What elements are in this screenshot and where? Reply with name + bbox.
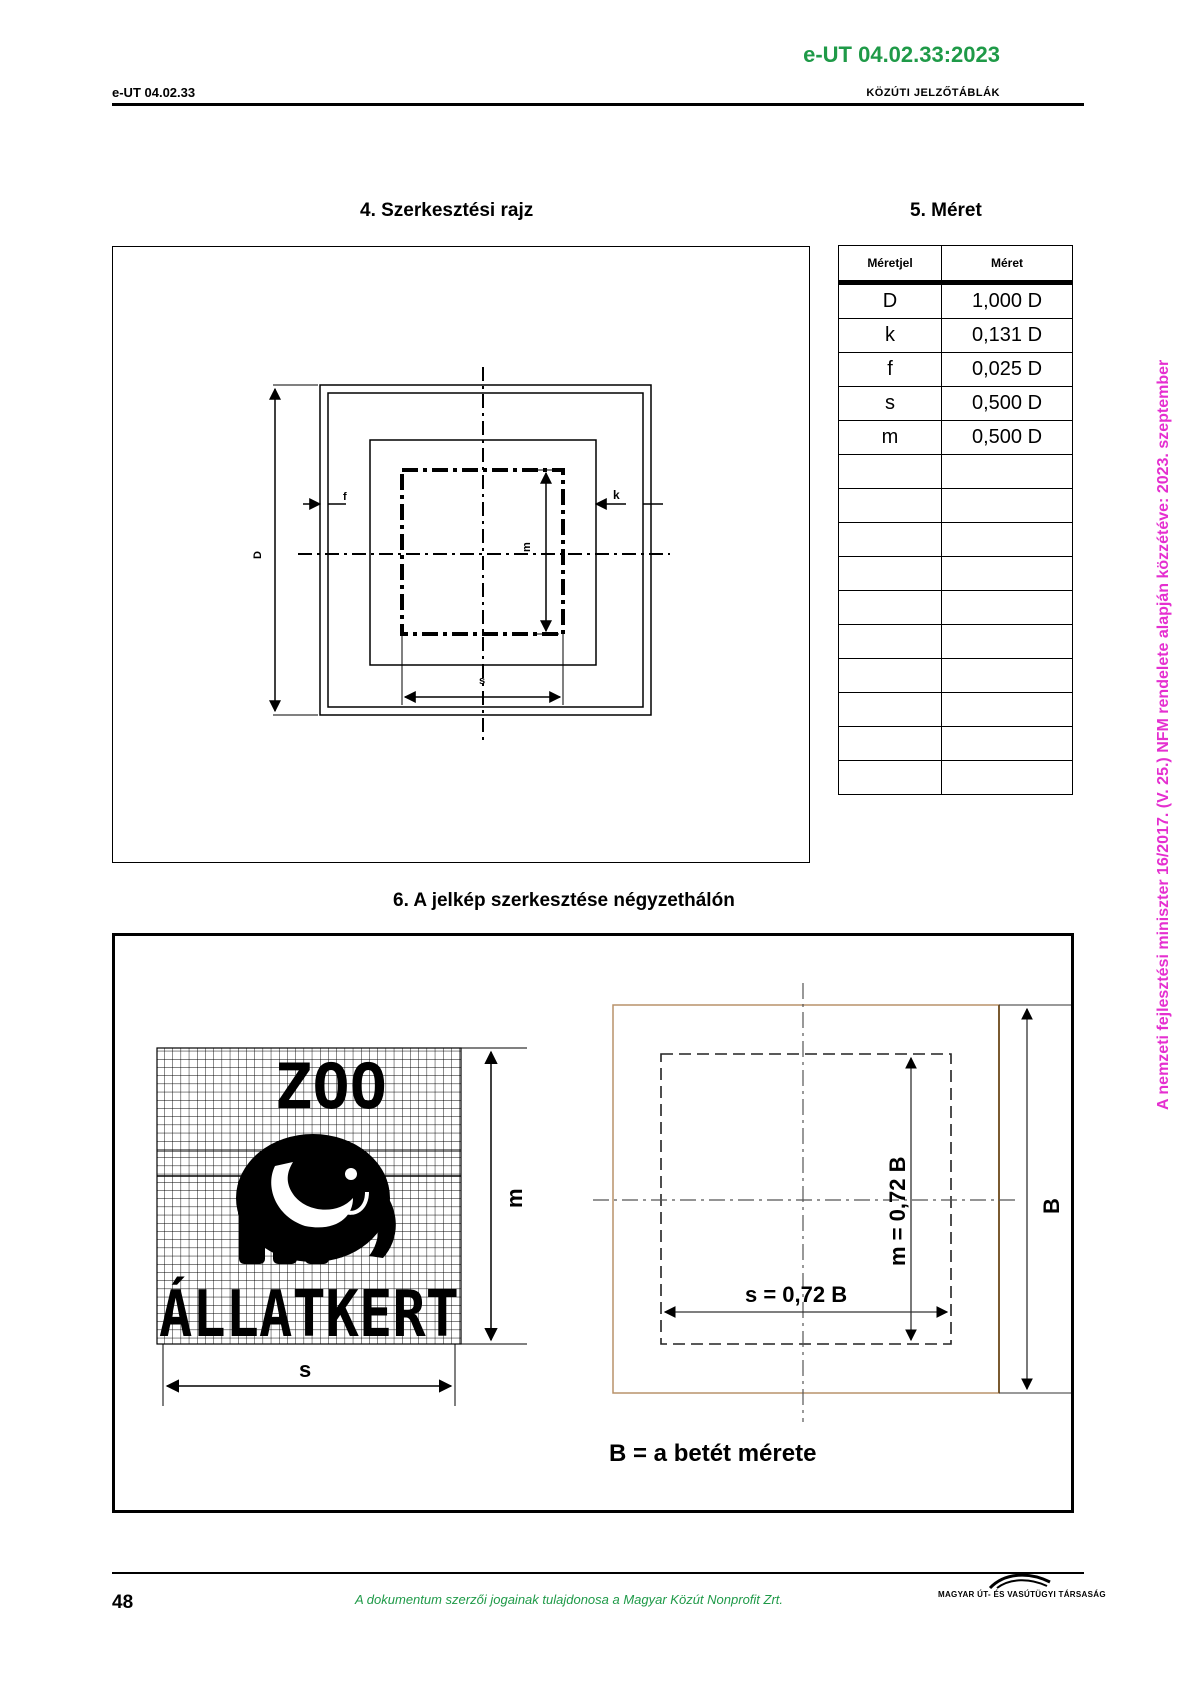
elephant-eye-icon xyxy=(345,1168,357,1180)
grid-construction xyxy=(115,936,1071,1510)
table-cell-symbol xyxy=(839,693,942,727)
label-s: s xyxy=(479,675,486,687)
label-k: k xyxy=(613,488,620,502)
col-size-header: Méret xyxy=(942,246,1073,283)
construction-drawing xyxy=(113,247,808,861)
table-cell-size: 0,500 D xyxy=(942,421,1073,455)
table-cell-size xyxy=(942,489,1073,523)
table-row xyxy=(839,387,1073,421)
construction-drawing-frame xyxy=(112,246,810,863)
footer-rule xyxy=(112,1572,1084,1574)
insert-caption: B = a betét mérete xyxy=(609,1440,817,1467)
table-cell-symbol xyxy=(839,659,942,693)
label-m-left: m xyxy=(502,1188,527,1208)
table-cell-size xyxy=(942,727,1073,761)
insert-outline xyxy=(613,1005,999,1393)
col-symbol-header: Méretjel xyxy=(839,246,942,283)
symbol-text-allatkert: ÁLLATKERT xyxy=(159,1278,506,1352)
table-row xyxy=(839,693,1073,727)
header-rule xyxy=(112,103,1084,106)
size-table-header xyxy=(839,246,1073,283)
grid-construction-frame xyxy=(112,933,1074,1513)
table-row xyxy=(839,557,1073,591)
table-cell-symbol xyxy=(839,761,942,795)
size-table-body xyxy=(839,283,1073,795)
organization-name-text: MAGYAR ÚT- ÉS VASÚTÜGYI TÁRSASÁG xyxy=(938,1590,1106,1599)
organization-logo-icon xyxy=(985,1570,1055,1590)
table-cell-size: 0,131 D xyxy=(942,319,1073,353)
table-cell-symbol xyxy=(839,625,942,659)
label-b: B xyxy=(1039,1198,1064,1214)
grid-section-title: 6. A jelkép szerkesztése négyzethálón xyxy=(393,890,735,911)
table-cell-symbol xyxy=(839,523,942,557)
size-table xyxy=(838,245,1073,795)
table-row xyxy=(839,761,1073,795)
copyright-note: A dokumentum szerzői jogainak tulajdonosa a Magyar Közút Nonprofit Zrt. xyxy=(355,1592,784,1607)
table-row xyxy=(839,625,1073,659)
table-cell-symbol xyxy=(839,455,942,489)
label-d: D xyxy=(252,551,264,559)
table-cell-size xyxy=(942,591,1073,625)
document-code: e-UT 04.02.33:2023 xyxy=(803,42,1000,67)
table-cell-symbol xyxy=(839,557,942,591)
table-cell-symbol xyxy=(839,591,942,625)
table-cell-size: 0,025 D xyxy=(942,353,1073,387)
label-s-left: s xyxy=(299,1357,312,1382)
table-row xyxy=(839,421,1073,455)
table-cell-size xyxy=(942,557,1073,591)
table-row xyxy=(839,727,1073,761)
table-row xyxy=(839,489,1073,523)
table-cell-size xyxy=(942,659,1073,693)
table-cell-size xyxy=(942,523,1073,557)
table-row xyxy=(839,523,1073,557)
table-cell-symbol: D xyxy=(839,283,942,319)
table-cell-size xyxy=(942,693,1073,727)
table-row xyxy=(839,455,1073,489)
table-cell-size: 1,000 D xyxy=(942,283,1073,319)
header-short-code: e-UT 04.02.33 xyxy=(112,85,196,100)
table-cell-size: 0,500 D xyxy=(942,387,1073,421)
page-number: 48 xyxy=(112,1592,134,1613)
table-row xyxy=(839,659,1073,693)
drawing-title: 4. Szerkesztési rajz xyxy=(360,200,534,221)
table-cell-symbol: m xyxy=(839,421,942,455)
table-row xyxy=(839,591,1073,625)
table-cell-size xyxy=(942,455,1073,489)
publication-note: A nemzeti fejlesztési miniszter 16/2017. (V. 25.) NFM rendelete alapján közzétéve: 2023. szeptember xyxy=(1155,359,1172,1110)
label-m-formula: m = 0,72 B xyxy=(885,1156,910,1266)
table-row xyxy=(839,283,1073,319)
table-cell-symbol xyxy=(839,489,942,523)
header-section: KÖZÚTI JELZŐTÁBLÁK xyxy=(866,87,1000,99)
table-cell-symbol: k xyxy=(839,319,942,353)
label-f: f xyxy=(343,491,347,503)
table-cell-symbol: f xyxy=(839,353,942,387)
label-m: m xyxy=(521,542,533,552)
table-cell-symbol: s xyxy=(839,387,942,421)
table-cell-size xyxy=(942,761,1073,795)
table-row xyxy=(839,353,1073,387)
table-cell-size xyxy=(942,625,1073,659)
size-table-title: 5. Méret xyxy=(910,200,982,221)
table-cell-symbol xyxy=(839,727,942,761)
symbol-text-zoo: ZOO xyxy=(275,1050,387,1123)
label-s-formula: s = 0,72 B xyxy=(745,1282,848,1307)
organization-name xyxy=(938,1590,1106,1599)
table-row xyxy=(839,319,1073,353)
